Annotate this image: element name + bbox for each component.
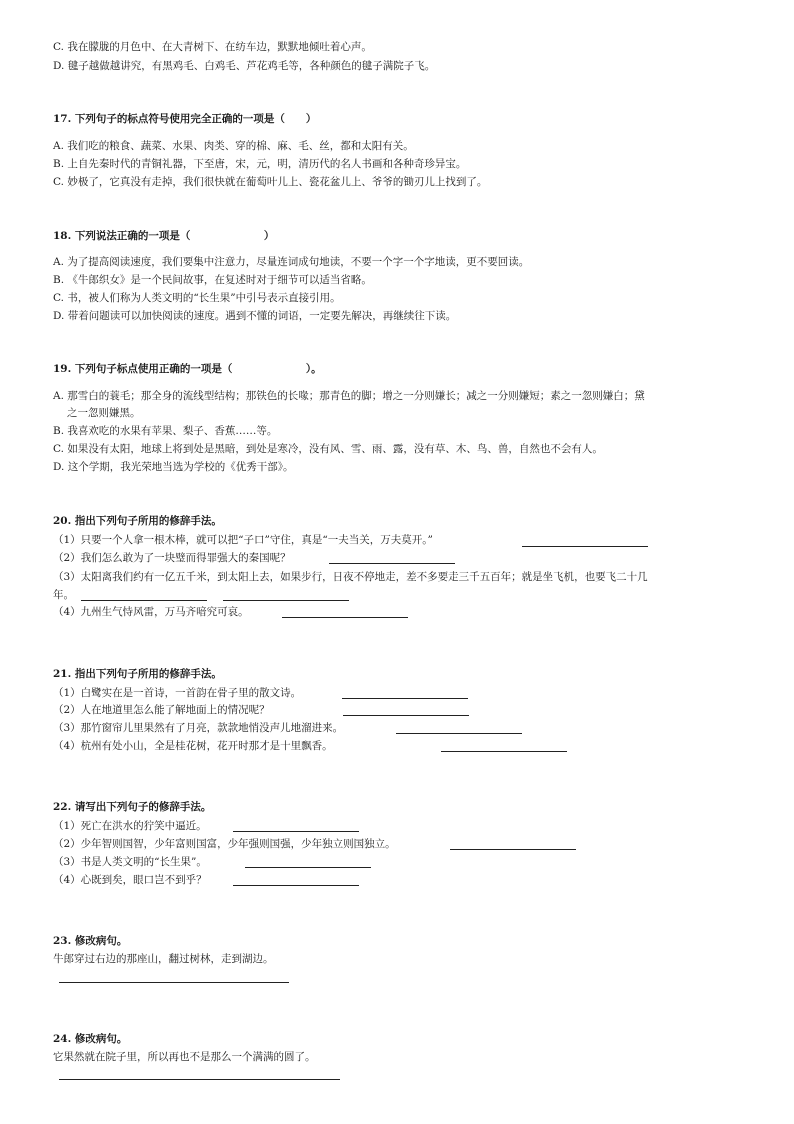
q24-sentence: 它果然就在院子里，所以再也不是那么一个满满的圆了。 (53, 1051, 316, 1063)
q22-sentence-4: （4）心既到矣，眼口岂不到乎？ (53, 874, 207, 886)
q24-answer[interactable] (59, 1078, 340, 1080)
q21-title: 21. 指出下列句子所用的修辞手法。 (53, 668, 222, 680)
q20-answer-1[interactable] (522, 545, 648, 547)
q19-option-a-cont: 之一忽则嫌黑。 (67, 407, 141, 419)
q18-title: 18. 下列说法正确的一项是（ ） (53, 230, 275, 242)
q17-option-a: A. 我们吃的粮食、蔬菜、水果、肉类、穿的棉、麻、毛、丝，都和太阳有关。 (53, 140, 414, 152)
q22-sentence-3: （3）书是人类文明的“长生果”。 (53, 856, 207, 868)
q18-option-a: A. 为了提高阅读速度，我们要集中注意力，尽量连词成句地读，不要一个字一个字地读，更不要回读。 (53, 256, 530, 268)
q20-sentence-2: （2）我们怎么敢为了一块璧而得罪强大的秦国呢？ (53, 552, 291, 564)
q22-answer-1[interactable] (233, 830, 359, 832)
q19-option-d: D. 这个学期，我光荣地当选为学校的《优秀干部》。 (53, 461, 294, 473)
q19-option-c: C. 如果没有太阳，地球上将到处是黑暗，到处是寒冷，没有风、雪、雨、露，没有草、木、鸟、兽，自然也不会有人。 (53, 443, 603, 455)
q21-sentence-4: （4）杭州有处小山，全是桂花树，花开时那才是十里飘香。 (53, 740, 333, 752)
q22-sentence-1: （1）死亡在洪水的狞笑中逼近。 (53, 820, 207, 832)
q23-title: 23. 修改病句。 (53, 935, 128, 947)
q20-sentence-3-cont: 年。 (53, 589, 74, 601)
q17-option-c: C. 妙极了，它真没有走掉，我们很快就在葡萄叶儿上、瓷花盆儿上、爷爷的锄刃儿上找到了。 (53, 176, 488, 188)
q19-option-b: B. 我喜欢吃的水果有苹果、梨子、香蕉……等。 (53, 425, 278, 437)
q21-answer-3[interactable] (396, 732, 522, 734)
q22-answer-4[interactable] (233, 884, 359, 886)
q21-sentence-3: （3）那竹窗帘儿里果然有了月亮，款款地悄没声儿地溜进来。 (53, 722, 344, 734)
q19-option-a: A. 那雪白的蓑毛；那全身的流线型结构；那铁色的长喙；那青色的脚；增之一分则嫌长；减之一分则嫌短；素之一忽则嫌白；黛 (53, 390, 645, 402)
q24-title: 24. 修改病句。 (53, 1033, 128, 1045)
q23-sentence: 牛郎穿过右边的那座山，翻过树林，走到湖边。 (53, 953, 274, 965)
q22-sentence-2: （2）少年智则国智，少年富则国富，少年强则国强，少年独立则国独立。 (53, 838, 396, 850)
q20-answer-3a[interactable] (81, 599, 207, 601)
q20-answer-2[interactable] (329, 562, 455, 564)
q18-option-b: B. 《牛郎织女》是一个民间故事，在复述时对于细节可以适当省略。 (53, 274, 372, 286)
q20-sentence-3: （3）太阳离我们约有一亿五千米，到太阳上去，如果步行，日夜不停地走，差不多要走三千五百年；就是坐飞机，也要飞二十几 (53, 571, 648, 583)
q20-sentence-1: （1）只要一个人拿一根木棒，就可以把“子口”守住，真是“一夫当关，万夫莫开。” (53, 534, 433, 546)
q18-option-c: C. 书，被人们称为人类文明的“长生果”中引号表示直接引用。 (53, 292, 341, 304)
q20-answer-4[interactable] (282, 616, 408, 618)
q20-sentence-4: （4）九州生气恃风雷，万马齐喑究可哀。 (53, 606, 249, 618)
q23-answer[interactable] (59, 981, 289, 983)
q18-option-d: D. 带着问题读可以加快阅读的速度。遇到不懂的词语，一定要先解决，再继续往下读。 (53, 310, 457, 322)
q21-answer-2[interactable] (343, 714, 469, 716)
q21-answer-4[interactable] (441, 750, 567, 752)
q22-answer-2[interactable] (450, 848, 576, 850)
q20-title: 20. 指出下列句子所用的修辞手法。 (53, 515, 222, 527)
q17-option-b: B. 上自先秦时代的青铜礼器，下至唐，宋，元，明，清历代的名人书画和各种奇珍异宝。 (53, 158, 467, 170)
q21-sentence-1: （1）白鹭实在是一首诗，一首韵在骨子里的散文诗。 (53, 687, 302, 699)
q21-sentence-2: （2）人在地道里怎么能了解地面上的情况呢？ (53, 704, 270, 716)
q21-answer-1[interactable] (342, 697, 468, 699)
q22-answer-3[interactable] (245, 866, 371, 868)
q22-title: 22. 请写出下列句子的修辞手法。 (53, 801, 212, 813)
q16-option-d: D. 毽子越做越讲究，有黑鸡毛、白鸡毛、芦花鸡毛等，各种颜色的毽子满院子飞。 (53, 60, 436, 72)
q17-title: 17. 下列句子的标点符号使用完全正确的一项是（ ） (53, 113, 317, 125)
q20-answer-3b[interactable] (223, 599, 349, 601)
q19-title: 19. 下列句子标点使用正确的一项是（ ）。 (53, 363, 322, 375)
q16-option-c: C. 我在朦胧的月色中、在大青树下、在纺车边，默默地倾吐着心声。 (53, 41, 372, 53)
